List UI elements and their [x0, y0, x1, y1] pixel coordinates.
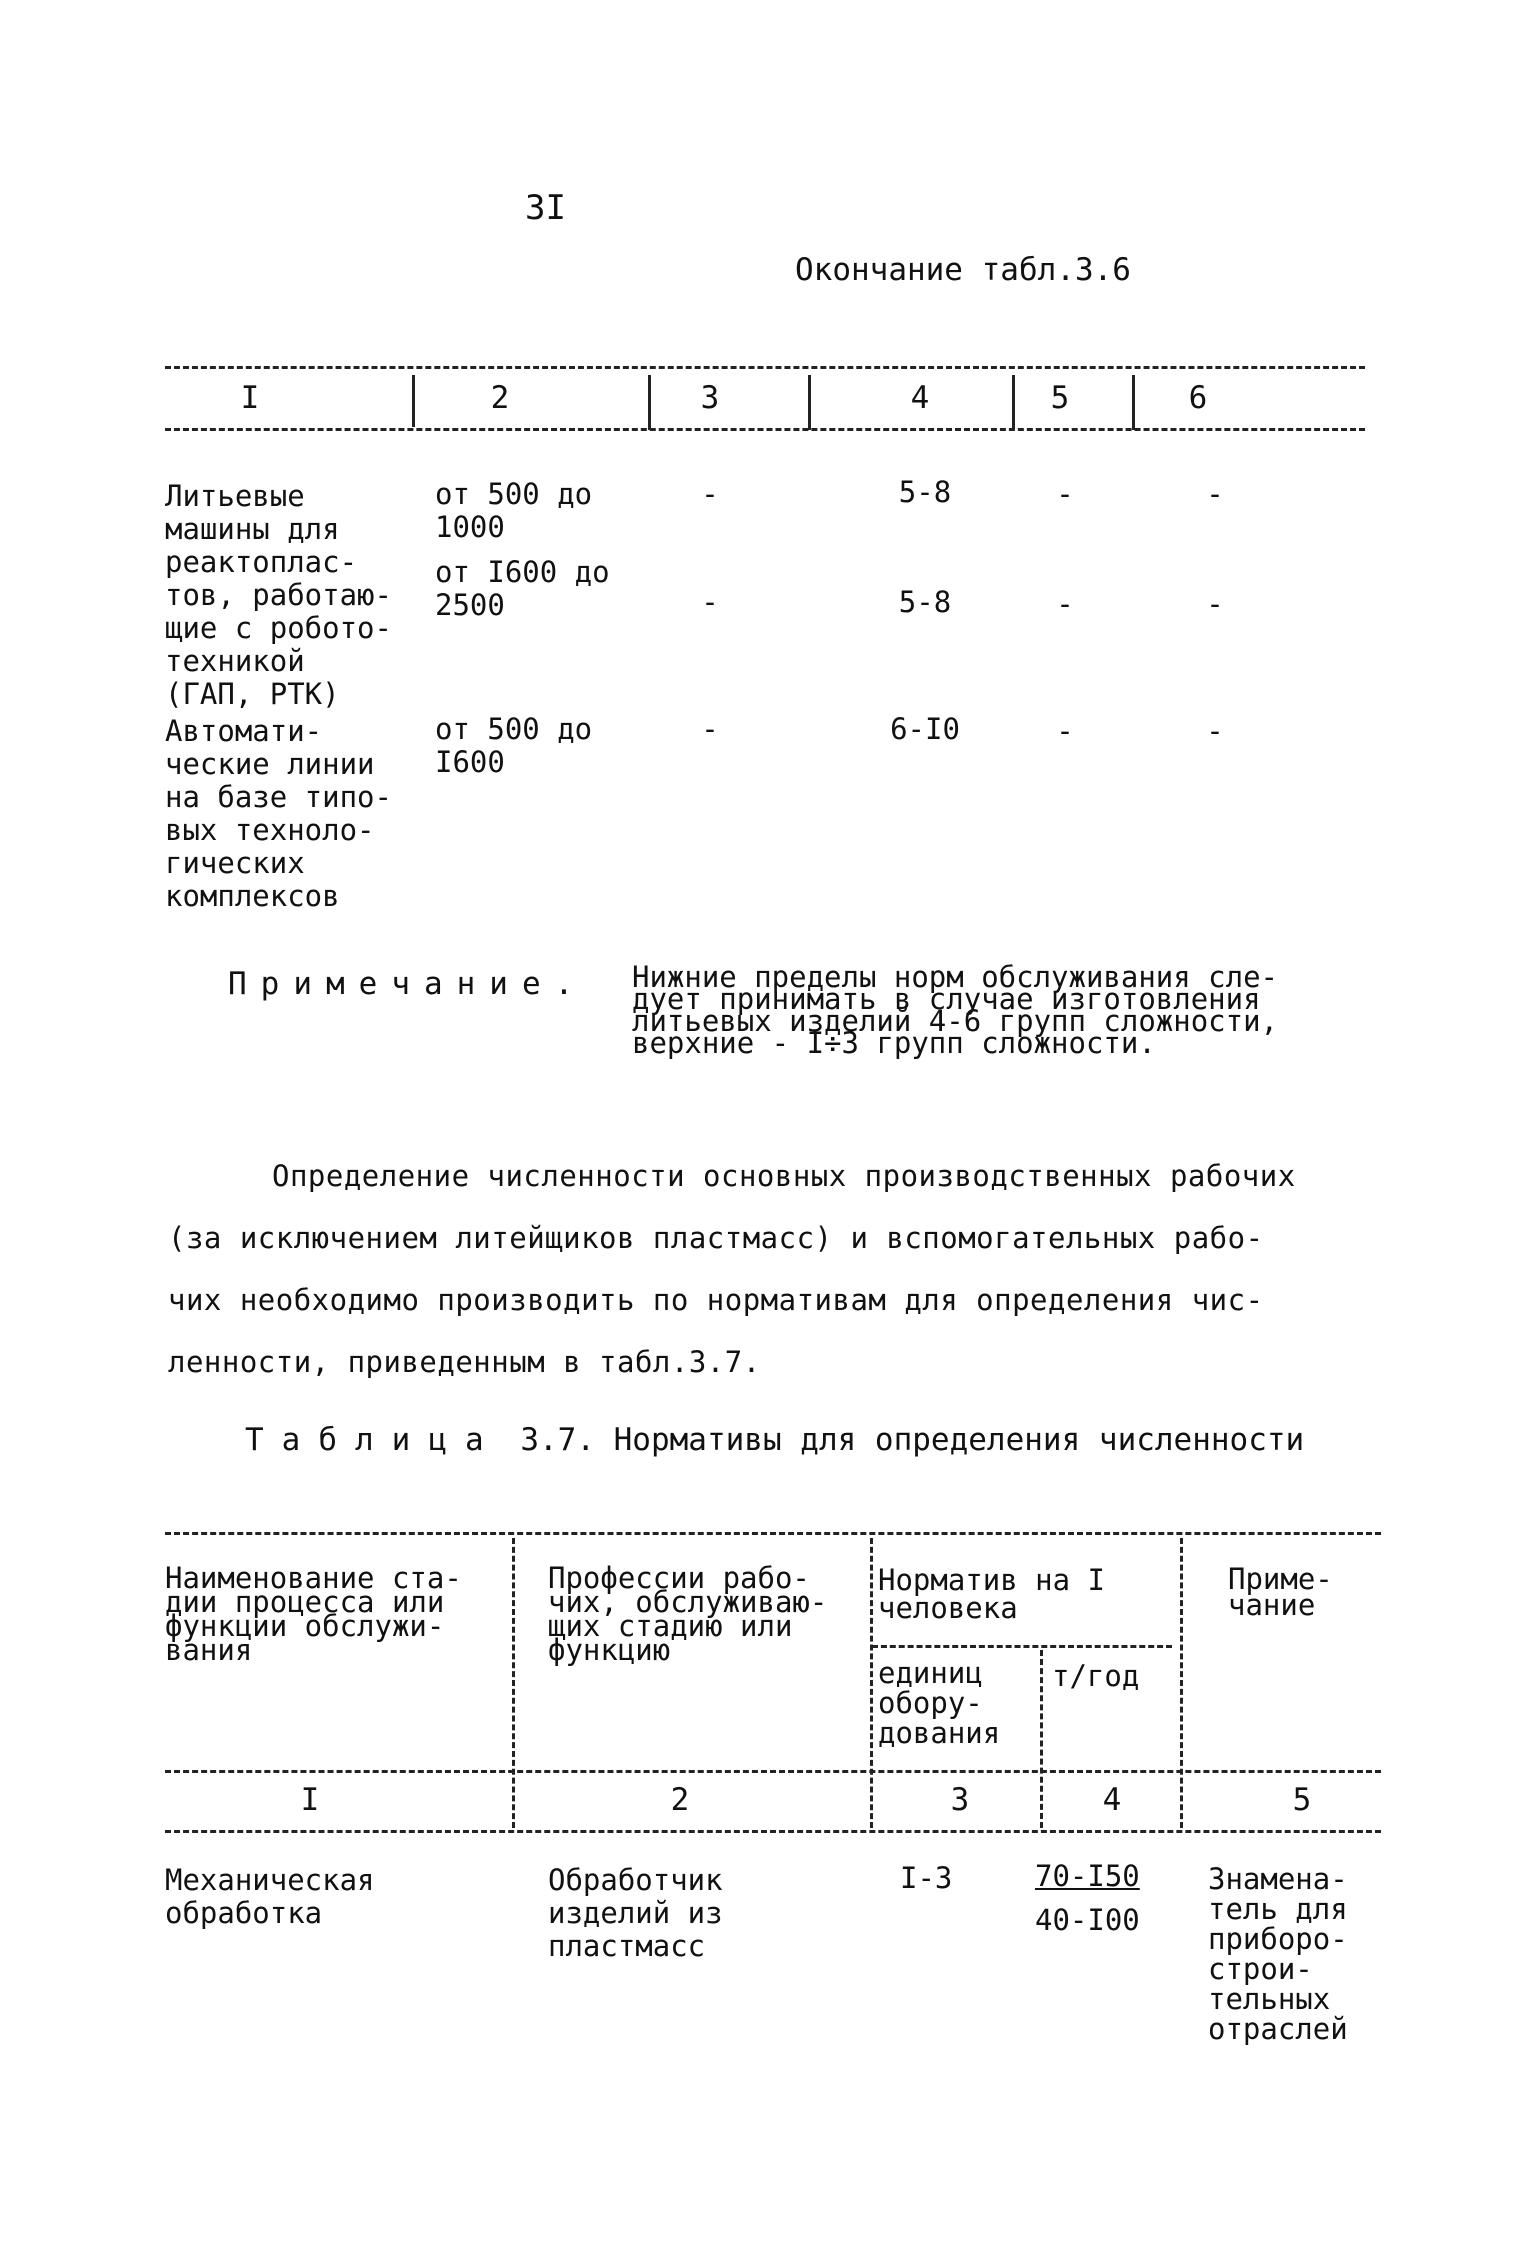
table-cell: Обработчик изделий из пластмасс — [548, 1863, 723, 1963]
table-number-rule — [165, 1830, 1381, 1833]
column-header: 3 — [700, 380, 720, 416]
column-divider — [808, 375, 811, 430]
column-number: 2 — [670, 1782, 690, 1818]
column-divider — [512, 1538, 515, 1828]
table-cell: - — [1206, 587, 1224, 621]
table-title-text: 3.7. Нормативы для определения численности — [520, 1422, 1305, 1458]
note-text: Нижние пределы норм обслуживания сле- дует принимать в случае изготовления литьевых изделий 4-6 групп сложности, верхние - I÷3 групп сложности. — [632, 960, 1279, 1060]
table-cell: от I600 до 2500 — [435, 555, 610, 622]
column-header: Приме- чание — [1228, 1562, 1333, 1622]
table-header-rule — [165, 428, 1365, 431]
column-divider — [1040, 1650, 1043, 1828]
column-divider — [1012, 375, 1015, 430]
column-divider — [648, 375, 651, 430]
table-top-rule — [165, 366, 1365, 369]
column-divider — [1180, 1538, 1183, 1828]
table-cell: 6-I0 — [890, 712, 960, 746]
column-number: I — [300, 1782, 320, 1818]
table-cell: 5-8 — [898, 585, 952, 619]
table-cell: - — [701, 477, 719, 511]
note-label: Примечание. — [228, 966, 588, 1002]
page-number: 3I — [525, 188, 566, 228]
table-cell: - — [701, 712, 719, 746]
column-divider — [1132, 375, 1135, 430]
paragraph-line: ленности, приведенным в табл.3.7. — [168, 1345, 761, 1379]
table-cell: - — [1206, 477, 1224, 511]
column-header: Норматив на I человека — [878, 1563, 1105, 1625]
column-header: 6 — [1188, 380, 1208, 416]
row-name: Литьевые машины для реактоплас- тов, работаю- щие с робото- техникой (ГАП, РТК) — [165, 479, 392, 711]
column-header: Профессии рабо- чих, обслуживаю- щих стадию или функцию — [548, 1561, 828, 1667]
table-cell: - — [1056, 477, 1074, 511]
table-title — [245, 1422, 1304, 1458]
table-top-rule — [165, 1532, 1381, 1535]
column-divider — [870, 1538, 873, 1828]
column-header: I — [240, 380, 260, 416]
column-header: 2 — [490, 380, 510, 416]
column-header: единиц обору- дования — [878, 1656, 1001, 1750]
column-header: т/год — [1052, 1659, 1140, 1693]
table-cell: - — [701, 585, 719, 619]
table-cell: от 500 до 1000 — [435, 477, 593, 544]
table-cell: - — [1056, 587, 1074, 621]
column-header: Наименование ста- дии процесса или функции обслужи- вания — [165, 1561, 462, 1667]
table-cell: 5-8 — [898, 475, 952, 509]
paragraph-line: чих необходимо производить по нормативам для определения чис- — [168, 1283, 1264, 1317]
column-number: 4 — [1102, 1782, 1122, 1818]
column-number: 5 — [1292, 1782, 1312, 1818]
table-cell: - — [1056, 714, 1074, 748]
column-header: 5 — [1050, 380, 1070, 416]
table-cell: от 500 до I600 — [435, 712, 593, 779]
column-header: 4 — [910, 380, 930, 416]
table-cell-numerator: 70-I50 — [1035, 1859, 1140, 1893]
subheader-rule — [872, 1645, 1172, 1648]
column-number: 3 — [950, 1782, 970, 1818]
table-cell: Знамена- тель для приборо- строи- тельных отраслей — [1208, 1862, 1348, 2046]
table-cell: - — [1206, 714, 1224, 748]
table-cell: Механическая обработка — [165, 1863, 375, 1930]
table-cell: I-3 — [900, 1861, 953, 1895]
table-header-rule — [165, 1770, 1381, 1773]
row-name: Автомати- ческие линии на базе типо- вых техноло- гических комплексов — [165, 714, 392, 913]
table-cell-denominator: 40-I00 — [1035, 1903, 1140, 1937]
column-divider — [412, 375, 415, 427]
table-title-label: Таблица — [245, 1422, 502, 1458]
paragraph-line: Определение численности основных производственных рабочих — [272, 1159, 1296, 1193]
table-continuation-title: Окончание табл.3.6 — [795, 252, 1131, 288]
paragraph-line: (за исключением литейщиков пластмасс) и вспомогательных рабо- — [168, 1221, 1264, 1255]
